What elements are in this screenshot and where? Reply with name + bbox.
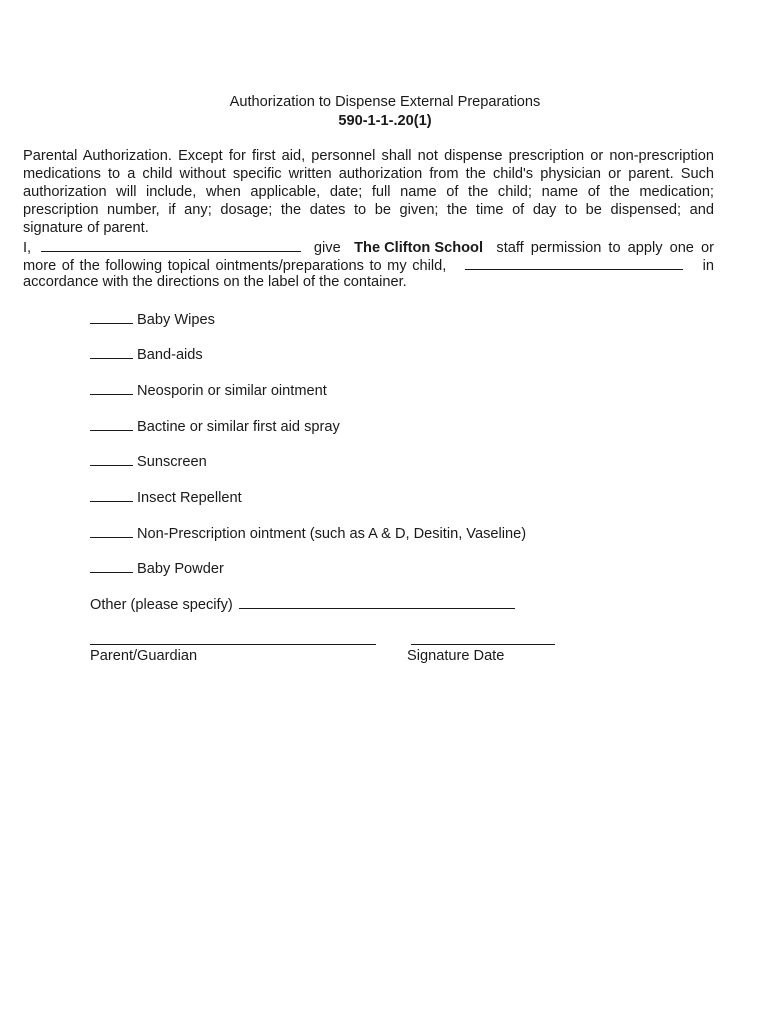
item-label: Bactine or similar first aid spray xyxy=(137,419,340,435)
item-blank[interactable] xyxy=(90,344,133,359)
document-title: Authorization to Dispense External Preparations xyxy=(229,94,541,110)
permission-line-2 xyxy=(23,255,714,273)
permission-line-1 xyxy=(23,237,714,255)
item-blank[interactable] xyxy=(90,558,133,573)
paragraph-line-3: authorization will include, when applicable, date; full name of the child; name of the medication; xyxy=(23,184,714,200)
permission-line-2-end: in xyxy=(702,258,714,274)
paragraph-line-4: prescription number, if any; dosage; the dates to be given; the time of day to be dispensed; and xyxy=(23,202,714,218)
other-label: Other (please specify) xyxy=(90,597,233,613)
parent-guardian-label: Parent/Guardian xyxy=(90,648,198,664)
item-label: Non-Prescription ointment (such as A & D, Desitin, Vaseline) xyxy=(137,526,527,542)
signature-date-label: Signature Date xyxy=(407,648,505,664)
parent-name-blank[interactable] xyxy=(41,237,301,252)
permission-give: give xyxy=(313,240,341,256)
item-blank[interactable] xyxy=(90,416,133,431)
permission-after-school: staff permission to apply one or xyxy=(496,240,714,256)
parent-signature-line[interactable] xyxy=(90,644,376,645)
item-non-prescription-ointment xyxy=(90,523,526,541)
item-other xyxy=(90,594,519,612)
item-label: Baby Wipes xyxy=(137,312,215,328)
item-sunscreen xyxy=(90,451,207,469)
permission-line-2-text: more of the following topical ointments/preparations to my child, xyxy=(23,258,447,274)
item-neosporin xyxy=(90,380,327,398)
item-blank[interactable] xyxy=(90,309,133,324)
item-bactine xyxy=(90,416,340,434)
item-label: Insect Repellent xyxy=(137,490,242,506)
school-name: The Clifton School xyxy=(354,240,484,256)
paragraph-line-1: Parental Authorization. Except for first aid, personnel shall not dispense prescription or non-prescription xyxy=(23,148,714,164)
permission-prefix: I, xyxy=(23,240,32,256)
item-label: Baby Powder xyxy=(137,561,224,577)
item-blank[interactable] xyxy=(90,487,133,502)
item-insect-repellent xyxy=(90,487,242,505)
item-band-aids xyxy=(90,344,203,362)
item-blank[interactable] xyxy=(90,380,133,395)
signature-date-line[interactable] xyxy=(411,644,555,645)
item-label: Sunscreen xyxy=(137,454,207,470)
item-baby-powder xyxy=(90,558,224,576)
item-label: Neosporin or similar ointment xyxy=(137,383,327,399)
child-name-blank[interactable] xyxy=(465,255,683,270)
regulation-code: 590-1-1-.20(1) xyxy=(338,113,432,129)
item-blank[interactable] xyxy=(90,523,133,538)
other-specify-blank[interactable] xyxy=(239,594,515,609)
item-baby-wipes xyxy=(90,309,215,327)
paragraph-line-5: signature of parent. xyxy=(23,220,149,236)
item-label: Band-aids xyxy=(137,347,203,363)
item-blank[interactable] xyxy=(90,451,133,466)
permission-line-3: accordance with the directions on the label of the container. xyxy=(23,274,407,290)
paragraph-line-2: medications to a child without specific written authorization from the child's physician or parent. Such xyxy=(23,166,714,182)
